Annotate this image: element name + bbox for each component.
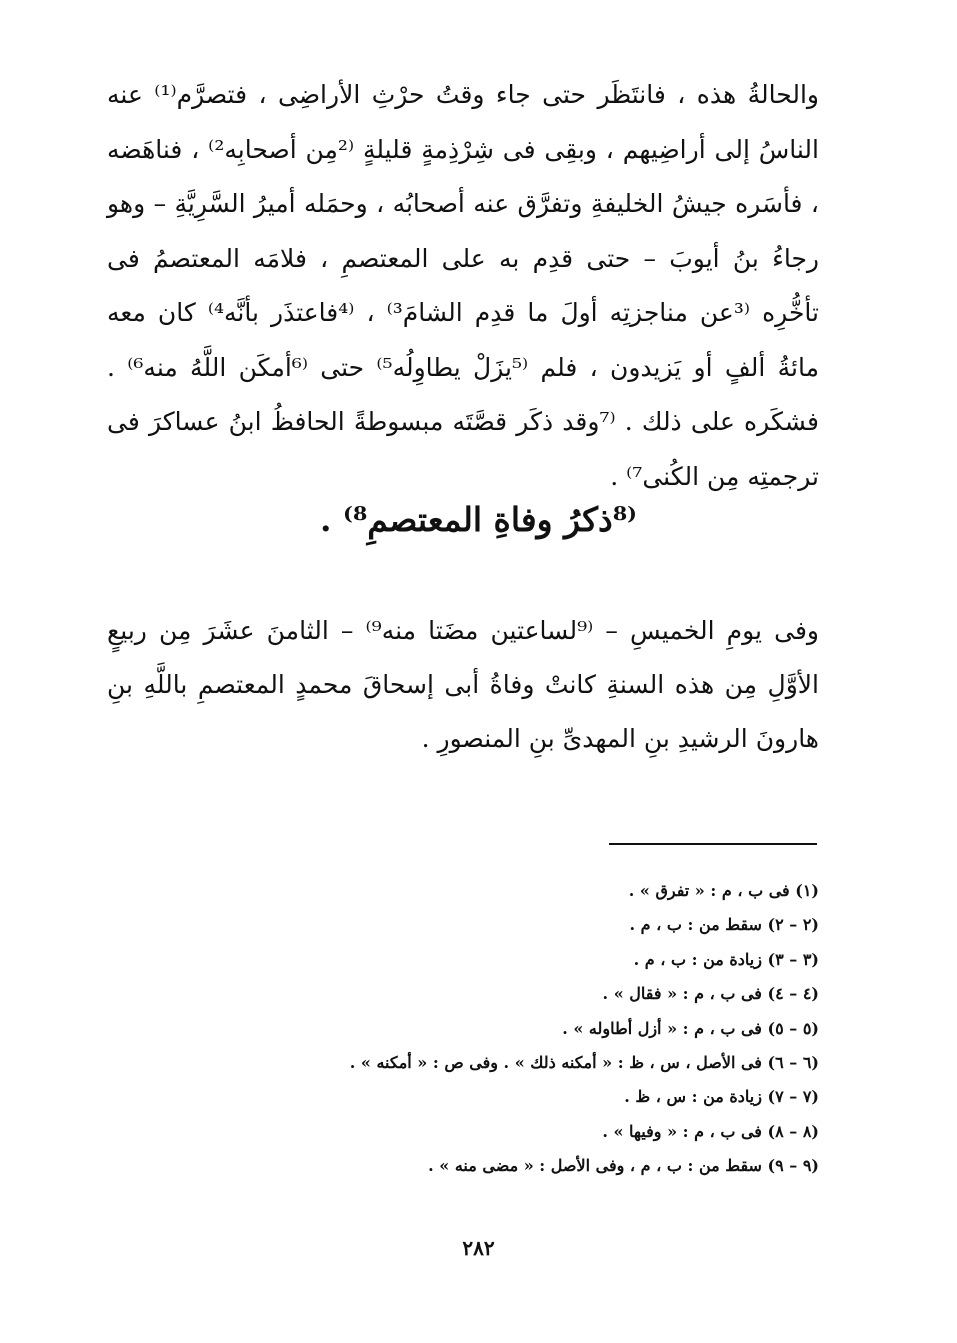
footnote-item: (٤ – ٤) فى ب ، م : « فقال » .	[602, 984, 819, 1004]
page-number: ٢٨٢	[462, 1236, 495, 1260]
footnote-item: (٦ – ٦) فى الأصل ، س ، ظ : « أمكنه ذلك » . وفى ص : « أمكنه » .	[349, 1052, 819, 1072]
footnote-separator	[609, 843, 817, 845]
footnote-item: (١) فى ب ، م : « تفرق » .	[628, 881, 819, 900]
footnote-item: (٨ – ٨) فى ب ، م : « وفيها » .	[602, 1121, 819, 1141]
footnote-item: (٧ – ٧) زيادة من : س ، ظ .	[624, 1087, 819, 1107]
section-heading: ⁽⁸ذكرُ وفاةِ المعتصمِ⁸⁾ .	[320, 500, 637, 539]
footnotes-list	[107, 874, 819, 1184]
footnote-item: (٣ – ٣) زيادة من : ب ، م .	[633, 949, 819, 969]
body-paragraph-2: وفى يومِ الخميسِ – ⁽⁹لساعتين مضَتا منه⁹⁾ – الثامنَ عشَرَ مِن ربيعٍ الأوَّلِ مِن هذه السنةِ كانتْ وفاةُ أبى إسحاقَ محمدٍ المعتصمِ باللَّهِ بنِ هارونَ الرشيدِ بنِ المهدىِّ بنِ المنصورِ .	[107, 616, 819, 753]
footnote-item: (٩ – ٩) سقط من : ب ، م ، وفى الأصل : « مضى منه » .	[428, 1156, 819, 1176]
footnote-item: (٥ – ٥) فى ب ، م : « أزل أطاوله » .	[562, 1018, 819, 1038]
body-paragraph-1: والحالةُ هذه ، فانتَظَر حتى جاء وقتُ حرْثِ الأراضِى ، فتصرَّم⁽¹⁾ عنه الناسُ إلى أراضِيهم ، وبقِى فى شِرْذِمةٍ قليلةٍ ⁽²مِن أصحابِه²⁾ ، فناهَضه ، فأسَره جيشُ الخليفةِ وتفرَّق عنه أصحابُه ، وحمَله أميرُ السَّرِيَّةِ – وهو رجاءُ بنُ أيوبَ – حتى قدِم به على المعتصمِ ، فلامَه المعتصمُ فى تأخُّرِه ⁽³عن مناجزتِه أولَ ما قدِم الشامَ³⁾ ، ⁽⁴فاعتذَر بأنَّه⁴⁾ كان معه مائةُ ألفٍ أو يَزيدون ، فلم ⁽⁵يزَلْ يطاوِلُه⁵⁾ حتى ⁽⁶أمكَن اللَّهُ منه⁶⁾ . فشكَره على ذلك . ⁽⁷وقد ذكَر قصَّتَه مبسوطةً الحافظُ ابنُ عساكرَ فى ترجمتِه مِن الكُنى⁷⁾ .	[107, 80, 820, 491]
footnote-item: (٢ – ٢) سقط من : ب ، م .	[629, 915, 819, 935]
